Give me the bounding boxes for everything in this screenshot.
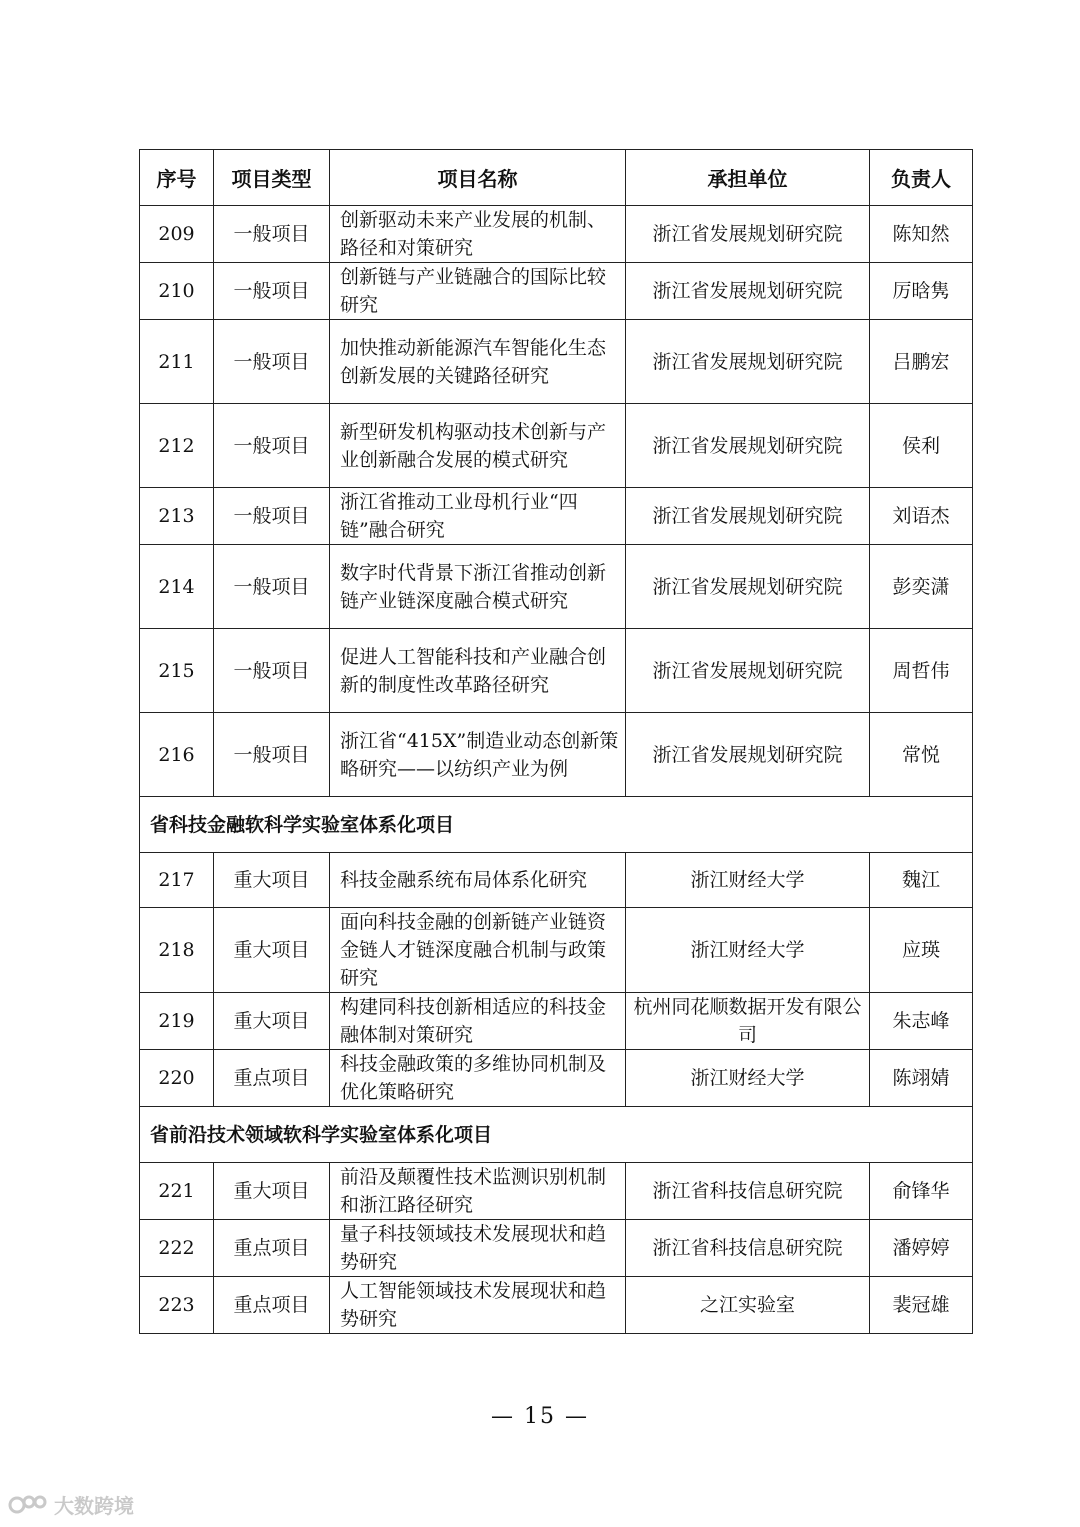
row-org: 浙江省科技信息研究院 xyxy=(626,1220,870,1277)
row-name: 量子科技领域技术发展现状和趋势研究 xyxy=(330,1220,626,1277)
table-header-row xyxy=(140,150,973,206)
row-person: 常悦 xyxy=(870,713,973,797)
table-row xyxy=(140,993,973,1050)
row-num: 222 xyxy=(140,1220,214,1277)
row-name: 前沿及颠覆性技术监测识别机制和浙江路径研究 xyxy=(330,1163,626,1220)
row-org: 杭州同花顺数据开发有限公司 xyxy=(626,993,870,1050)
row-name: 科技金融系统布局体系化研究 xyxy=(330,853,626,908)
row-num: 223 xyxy=(140,1277,214,1334)
header-name: 项目名称 xyxy=(330,150,626,206)
row-name: 创新驱动未来产业发展的机制、路径和对策研究 xyxy=(330,206,626,263)
row-org: 浙江省发展规划研究院 xyxy=(626,545,870,629)
row-type: 一般项目 xyxy=(214,320,330,404)
table-row xyxy=(140,1163,973,1220)
row-org: 浙江省发展规划研究院 xyxy=(626,320,870,404)
row-person: 裴冠雄 xyxy=(870,1277,973,1334)
row-type: 一般项目 xyxy=(214,263,330,320)
row-num: 221 xyxy=(140,1163,214,1220)
row-type: 一般项目 xyxy=(214,545,330,629)
row-num: 214 xyxy=(140,545,214,629)
header-type: 项目类型 xyxy=(214,150,330,206)
row-num: 216 xyxy=(140,713,214,797)
row-name: 构建同科技创新相适应的科技金融体制对策研究 xyxy=(330,993,626,1050)
header-person: 负责人 xyxy=(870,150,973,206)
row-org: 浙江省发展规划研究院 xyxy=(626,488,870,545)
row-num: 218 xyxy=(140,908,214,993)
project-table xyxy=(139,149,973,1334)
table-row xyxy=(140,713,973,797)
row-person: 陈知然 xyxy=(870,206,973,263)
table-row xyxy=(140,206,973,263)
row-type: 重大项目 xyxy=(214,908,330,993)
row-type: 重大项目 xyxy=(214,1163,330,1220)
row-person: 朱志峰 xyxy=(870,993,973,1050)
row-name: 浙江省“415X”制造业动态创新策略研究——以纺织产业为例 xyxy=(330,713,626,797)
row-type: 一般项目 xyxy=(214,629,330,713)
row-org: 浙江省发展规划研究院 xyxy=(626,629,870,713)
row-name: 浙江省推动工业母机行业“四链”融合研究 xyxy=(330,488,626,545)
watermark-text: 大数跨境 xyxy=(54,1494,134,1518)
row-person: 彭奕潇 xyxy=(870,545,973,629)
row-type: 一般项目 xyxy=(214,713,330,797)
table-row xyxy=(140,1277,973,1334)
page-number: — 15 — xyxy=(491,1404,589,1429)
table-row xyxy=(140,545,973,629)
table-row xyxy=(140,1220,973,1277)
row-org: 浙江财经大学 xyxy=(626,1050,870,1107)
row-org: 浙江省科技信息研究院 xyxy=(626,1163,870,1220)
row-org: 浙江省发展规划研究院 xyxy=(626,263,870,320)
row-num: 220 xyxy=(140,1050,214,1107)
row-type: 重点项目 xyxy=(214,1277,330,1334)
row-name: 促进人工智能科技和产业融合创新的制度性改革路径研究 xyxy=(330,629,626,713)
table-row xyxy=(140,263,973,320)
table-body xyxy=(140,206,973,1334)
row-org: 之江实验室 xyxy=(626,1277,870,1334)
row-name: 面向科技金融的创新链产业链资金链人才链深度融合机制与政策研究 xyxy=(330,908,626,993)
row-type: 重点项目 xyxy=(214,1050,330,1107)
header-org: 承担单位 xyxy=(626,150,870,206)
row-person: 厉晗隽 xyxy=(870,263,973,320)
row-num: 219 xyxy=(140,993,214,1050)
row-type: 一般项目 xyxy=(214,206,330,263)
row-type: 重点项目 xyxy=(214,1220,330,1277)
row-num: 212 xyxy=(140,404,214,488)
row-person: 周哲伟 xyxy=(870,629,973,713)
table-row xyxy=(140,320,973,404)
row-org: 浙江省发展规划研究院 xyxy=(626,206,870,263)
table-row xyxy=(140,908,973,993)
header-num: 序号 xyxy=(140,150,214,206)
row-person: 潘婷婷 xyxy=(870,1220,973,1277)
row-num: 217 xyxy=(140,853,214,908)
section-row xyxy=(140,1107,973,1163)
row-person: 侯利 xyxy=(870,404,973,488)
section-title: 省前沿技术领域软科学实验室体系化项目 xyxy=(140,1107,973,1163)
row-org: 浙江财经大学 xyxy=(626,853,870,908)
row-type: 重大项目 xyxy=(214,853,330,908)
row-name: 数字时代背景下浙江省推动创新链产业链深度融合模式研究 xyxy=(330,545,626,629)
table-row xyxy=(140,853,973,908)
row-name: 加快推动新能源汽车智能化生态创新发展的关键路径研究 xyxy=(330,320,626,404)
table-row xyxy=(140,1050,973,1107)
table-row xyxy=(140,488,973,545)
row-name: 创新链与产业链融合的国际比较研究 xyxy=(330,263,626,320)
row-person: 陈翊婧 xyxy=(870,1050,973,1107)
row-person: 吕鹏宏 xyxy=(870,320,973,404)
brand-logo-icon xyxy=(8,1493,48,1517)
row-type: 一般项目 xyxy=(214,488,330,545)
row-num: 213 xyxy=(140,488,214,545)
row-name: 人工智能领域技术发展现状和趋势研究 xyxy=(330,1277,626,1334)
table-row xyxy=(140,404,973,488)
row-num: 211 xyxy=(140,320,214,404)
row-num: 209 xyxy=(140,206,214,263)
row-person: 俞锋华 xyxy=(870,1163,973,1220)
section-row xyxy=(140,797,973,853)
row-type: 重大项目 xyxy=(214,993,330,1050)
row-org: 浙江省发展规划研究院 xyxy=(626,713,870,797)
row-num: 210 xyxy=(140,263,214,320)
row-person: 魏江 xyxy=(870,853,973,908)
row-org: 浙江省发展规划研究院 xyxy=(626,404,870,488)
watermark xyxy=(8,1490,134,1519)
row-num: 215 xyxy=(140,629,214,713)
row-name: 新型研发机构驱动技术创新与产业创新融合发展的模式研究 xyxy=(330,404,626,488)
row-person: 刘语杰 xyxy=(870,488,973,545)
section-title: 省科技金融软科学实验室体系化项目 xyxy=(140,797,973,853)
row-name: 科技金融政策的多维协同机制及优化策略研究 xyxy=(330,1050,626,1107)
table-row xyxy=(140,629,973,713)
row-person: 应瑛 xyxy=(870,908,973,993)
row-type: 一般项目 xyxy=(214,404,330,488)
row-org: 浙江财经大学 xyxy=(626,908,870,993)
